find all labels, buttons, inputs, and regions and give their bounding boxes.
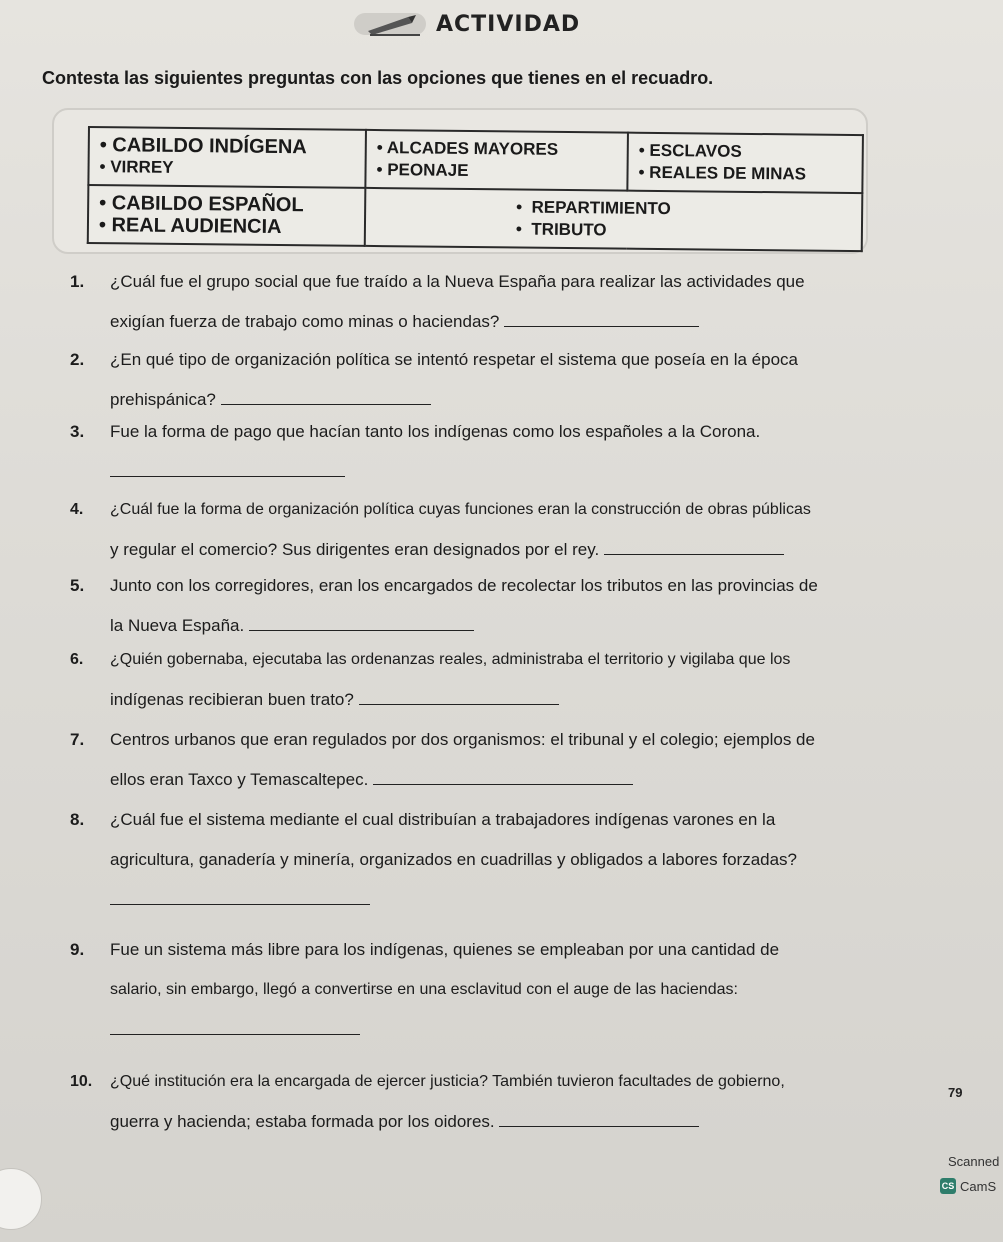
scanner-label: Scanned — [948, 1154, 1000, 1169]
question-3: 3. Fue la forma de pago que hacían tanto los indígenas como los españoles a la Corona. — [70, 412, 920, 492]
answer-blank[interactable] — [359, 688, 559, 705]
answer-blank[interactable] — [249, 614, 474, 631]
answer-blank[interactable] — [110, 888, 370, 905]
answer-blank[interactable] — [373, 768, 633, 785]
option-item: • TRIBUTO — [515, 219, 607, 240]
options-table — [87, 126, 864, 252]
question-8: 8. ¿Cuál fue el sistema mediante el cual distribuían a trabajadores indígenas varones en la agricultura, ganadería y minería, organizados en cuadrillas y obligados a labores forzadas? — [70, 800, 920, 920]
activity-title: ACTIVIDAD — [436, 11, 581, 37]
question-10: 10. ¿Qué institución era la encargada de ejercer justicia? También tuvieron facultades de gobierno, guerra y hacienda; estaba formada por los oidores. — [70, 1073, 785, 1131]
question-1: 1. ¿Cuál fue el grupo social que fue traído a la Nueva España para realizar las actividades que exigían fuerza de trabajo como minas o haciendas? — [70, 272, 805, 331]
option-item: • CABILDO INDÍGENA — [99, 134, 307, 159]
question-9: 9. Fue un sistema más libre para los indígenas, quienes se empleaban por una cantidad de salario, sin embargo, llegó a convertirse en una esclavitud con el auge de las haciendas: — [70, 930, 920, 1050]
answer-blank[interactable] — [221, 388, 431, 405]
options-cell — [365, 130, 628, 191]
question-2: 2. ¿En qué tipo de organización política se intentó respetar el sistema que poseía en la época prehispánica? — [70, 350, 798, 409]
option-item: • REPARTIMIENTO — [516, 197, 671, 219]
answer-blank[interactable] — [604, 538, 784, 555]
question-6: 6. ¿Quién gobernaba, ejecutaba las ordenanzas reales, administraba el territorio y vigilaba que los indígenas recibieran buen trato? — [70, 651, 791, 709]
answer-blank[interactable] — [504, 310, 699, 327]
option-item: • VIRREY — [99, 157, 174, 177]
options-cell — [627, 133, 863, 193]
option-item: • PEONAJE — [376, 160, 469, 180]
instruction-text: Contesta las siguientes preguntas con las opciones que tienes en el recuadro. — [42, 68, 714, 88]
options-cell — [88, 185, 366, 246]
answer-blank[interactable] — [110, 1018, 360, 1035]
option-item: • CABILDO ESPAÑOL — [99, 192, 304, 217]
punch-hole — [0, 1168, 42, 1230]
options-cell — [88, 127, 366, 188]
pencil-icon — [350, 9, 430, 39]
camscanner-icon: CS — [940, 1178, 956, 1194]
answer-blank[interactable] — [110, 460, 345, 477]
activity-header — [350, 6, 580, 42]
option-item: • ESCLAVOS — [638, 140, 742, 161]
option-item: • REALES DE MINAS — [638, 162, 807, 184]
answer-blank[interactable] — [499, 1110, 699, 1127]
question-4: 4. ¿Cuál fue la forma de organización política cuyas funciones eran la construcción de obras públicas y regular el comercio? Sus dirigentes eran designados por el rey. — [70, 501, 811, 559]
option-item: • REAL AUDIENCIA — [98, 214, 282, 239]
option-item: • ALCADES MAYORES — [376, 138, 559, 159]
question-7: 7. Centros urbanos que eran regulados por dos organismos: el tribunal y el colegio; ejemplos de ellos eran Taxco y Temascaltepec. — [70, 730, 815, 789]
question-5: 5. Junto con los corregidores, eran los encargados de recolectar los tributos en las provincias de la Nueva España. — [70, 576, 818, 635]
scanner-brand: CS CamS — [941, 1178, 997, 1194]
options-cell — [365, 188, 863, 251]
page-number: 79 — [948, 1085, 963, 1100]
